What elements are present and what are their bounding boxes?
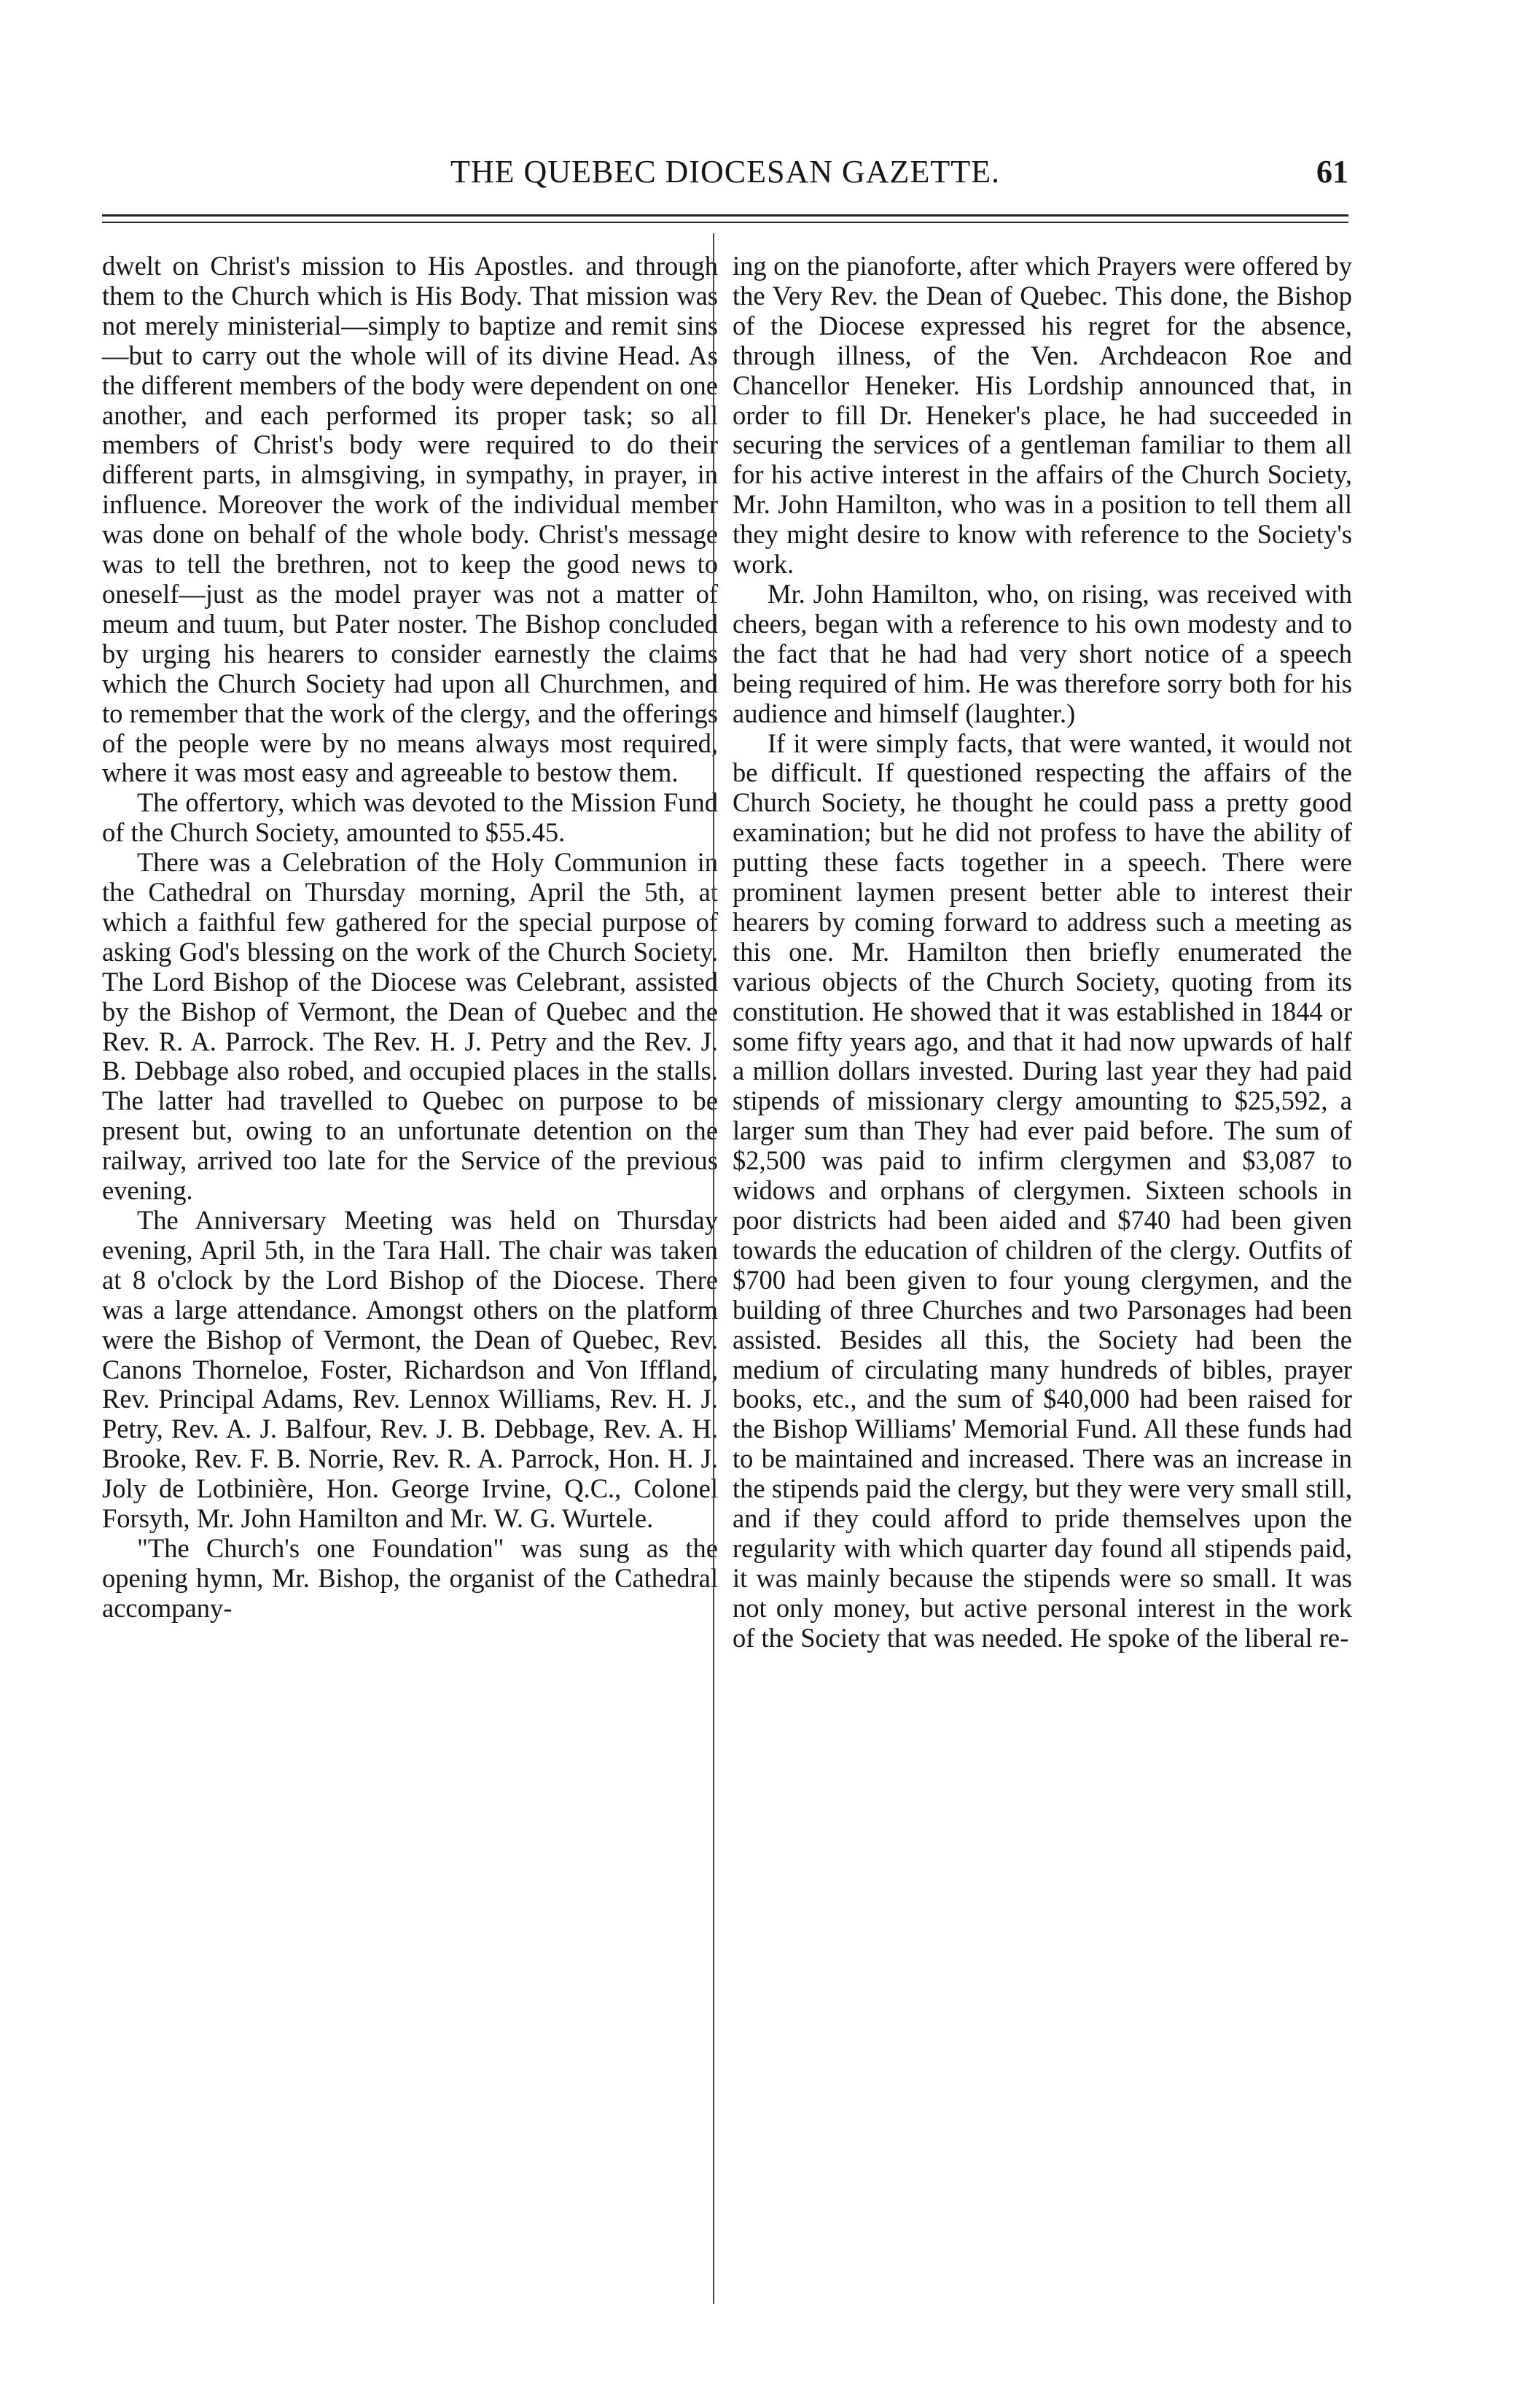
right-column [733, 252, 1352, 2293]
paragraph: If it were simply facts, that were wanted, it would not be difficult. If questioned respecting the affairs of the Church Society, he thought he could pass a pretty good examination; but he did not profess to have the ability of putting these facts together in a speech. There were prominent laymen present better able to interest their hearers by coming forward to address such a meeting as this one. Mr. Hamilton then briefly enumerated the various objects of the Church Society, quoting from its constitution. He showed that it was established in 1844 or some fifty years ago, and that it had now upwards of half a million dollars invested. During last year they had paid stipends of missionary clergy amounting to $25,592, a larger sum than They had ever paid before. The sum of $2,500 was paid to infirm clergymen and $3,087 to widows and orphans of clergymen. Sixteen schools in poor districts had been aided and $740 had been given towards the education of children of the clergy. Outfits of $700 had been given to four young clergymen, and the building of three Churches and two Parsonages had been assisted. Besides all this, the Society had been the medium of circulating many hundreds of bibles, prayer books, etc., and the sum of $40,000 had been raised for the Bishop Williams' Memorial Fund. All these funds had to be maintained and increased. There was an increase in the stipends paid the clergy, but they were very small still, and if they could afford to pride themselves upon the regularity with which quarter day found all stipends paid, it was mainly because the stipends were so small. It was not only money, but active personal interest in the work of the Society that was needed. He spoke of the liberal re- [733, 728, 1352, 1653]
left-column [102, 252, 718, 2293]
paragraph: The Anniversary Meeting was held on Thursday evening, April 5th, in the Tara Hall. The chair was taken at 8 o'clock by the Lord Bishop of the Diocese. There was a large attendance. Amongst others on the platform were the Bishop of Vermont, the Dean of Quebec, Rev. Canons Thorneloe, Foster, Richardson and Von Iffland, Rev. Principal Adams, Rev. Lennox Williams, Rev. H. J. Petry, Rev. A. J. Balfour, Rev. J. B. Debbage, Rev. A. H. Brooke, Rev. F. B. Norrie, Rev. R. A. Parrock, Hon. H. J. Joly de Lotbinière, Hon. George Irvine, Q.C., Colonel Forsyth, Mr. John Hamilton and Mr. W. G. Wurtele. [102, 1205, 718, 1534]
header-rule-top [102, 214, 1348, 217]
page-header [102, 150, 1348, 201]
header-rule-bottom [102, 222, 1348, 223]
page-number: 61 [1316, 154, 1348, 190]
paragraph: There was a Celebration of the Holy Communion in the Cathedral on Thursday morning, April the 5th, at which a faithful few gathered for the special purpose of asking God's blessing on the work of the Church Society. The Lord Bishop of the Diocese was Celebrant, assisted by the Bishop of Vermont, the Dean of Quebec and the Rev. R. A. Parrock. The Rev. H. J. Petry and the Rev. J. B. Debbage also robed, and occupied places in the stalls. The latter had travelled to Quebec on purpose to be present but, owing to an unfortunate detention on the railway, arrived too late for the Service of the previous evening. [102, 847, 718, 1206]
column-divider [713, 233, 714, 2304]
paragraph: Mr. John Hamilton, who, on rising, was received with cheers, began with a reference to his own modesty and to the fact that he had had very short notice of a speech being required of him. He was therefore sorry both for his audience and himself (laughter.) [733, 578, 1352, 728]
paragraph: dwelt on Christ's mission to His Apostles. and through them to the Church which is His Body. That mission was not merely ministerial—simply to baptize and remit sins—but to carry out the whole will of its divine Head. As the different members of the body were dependent on one another, and each performed its proper task; so all members of Christ's body were required to do their different parts, in almsgiving, in sympathy, in prayer, in influence. Moreover the work of the individual member was done on behalf of the whole body. Christ's message was to tell the brethren, not to keep the good news to oneself—just as the model prayer was not a matter of meum and tuum, but Pater noster. The Bishop concluded by urging his hearers to consider earnestly the claims which the Church Society had upon all Churchmen, and to remember that the work of the clergy, and the offerings of the people were by no means always most required, where it was most easy and agreeable to bestow them. [102, 251, 718, 788]
page-title: THE QUEBEC DIOCESAN GAZETTE. [450, 154, 1000, 190]
paragraph: ing on the pianoforte, after which Prayers were offered by the Very Rev. the Dean of Quebec. This done, the Bishop of the Diocese expressed his regret for the absence, through illness, of the Ven. Archdeacon Roe and Chancellor Heneker. His Lordship announced that, in order to fill Dr. Heneker's place, he had succeeded in securing the services of a gentleman familiar to them all for his active interest in the affairs of the Church Society, Mr. John Hamilton, who was in a position to tell them all they might desire to know with reference to the Society's work. [733, 251, 1352, 580]
paragraph: The offertory, which was devoted to the Mission Fund of the Church Society, amounted to $55.45. [102, 787, 718, 848]
paragraph: "The Church's one Foundation" was sung as the opening hymn, Mr. Bishop, the organist of the Cathedral accompany- [102, 1532, 718, 1623]
